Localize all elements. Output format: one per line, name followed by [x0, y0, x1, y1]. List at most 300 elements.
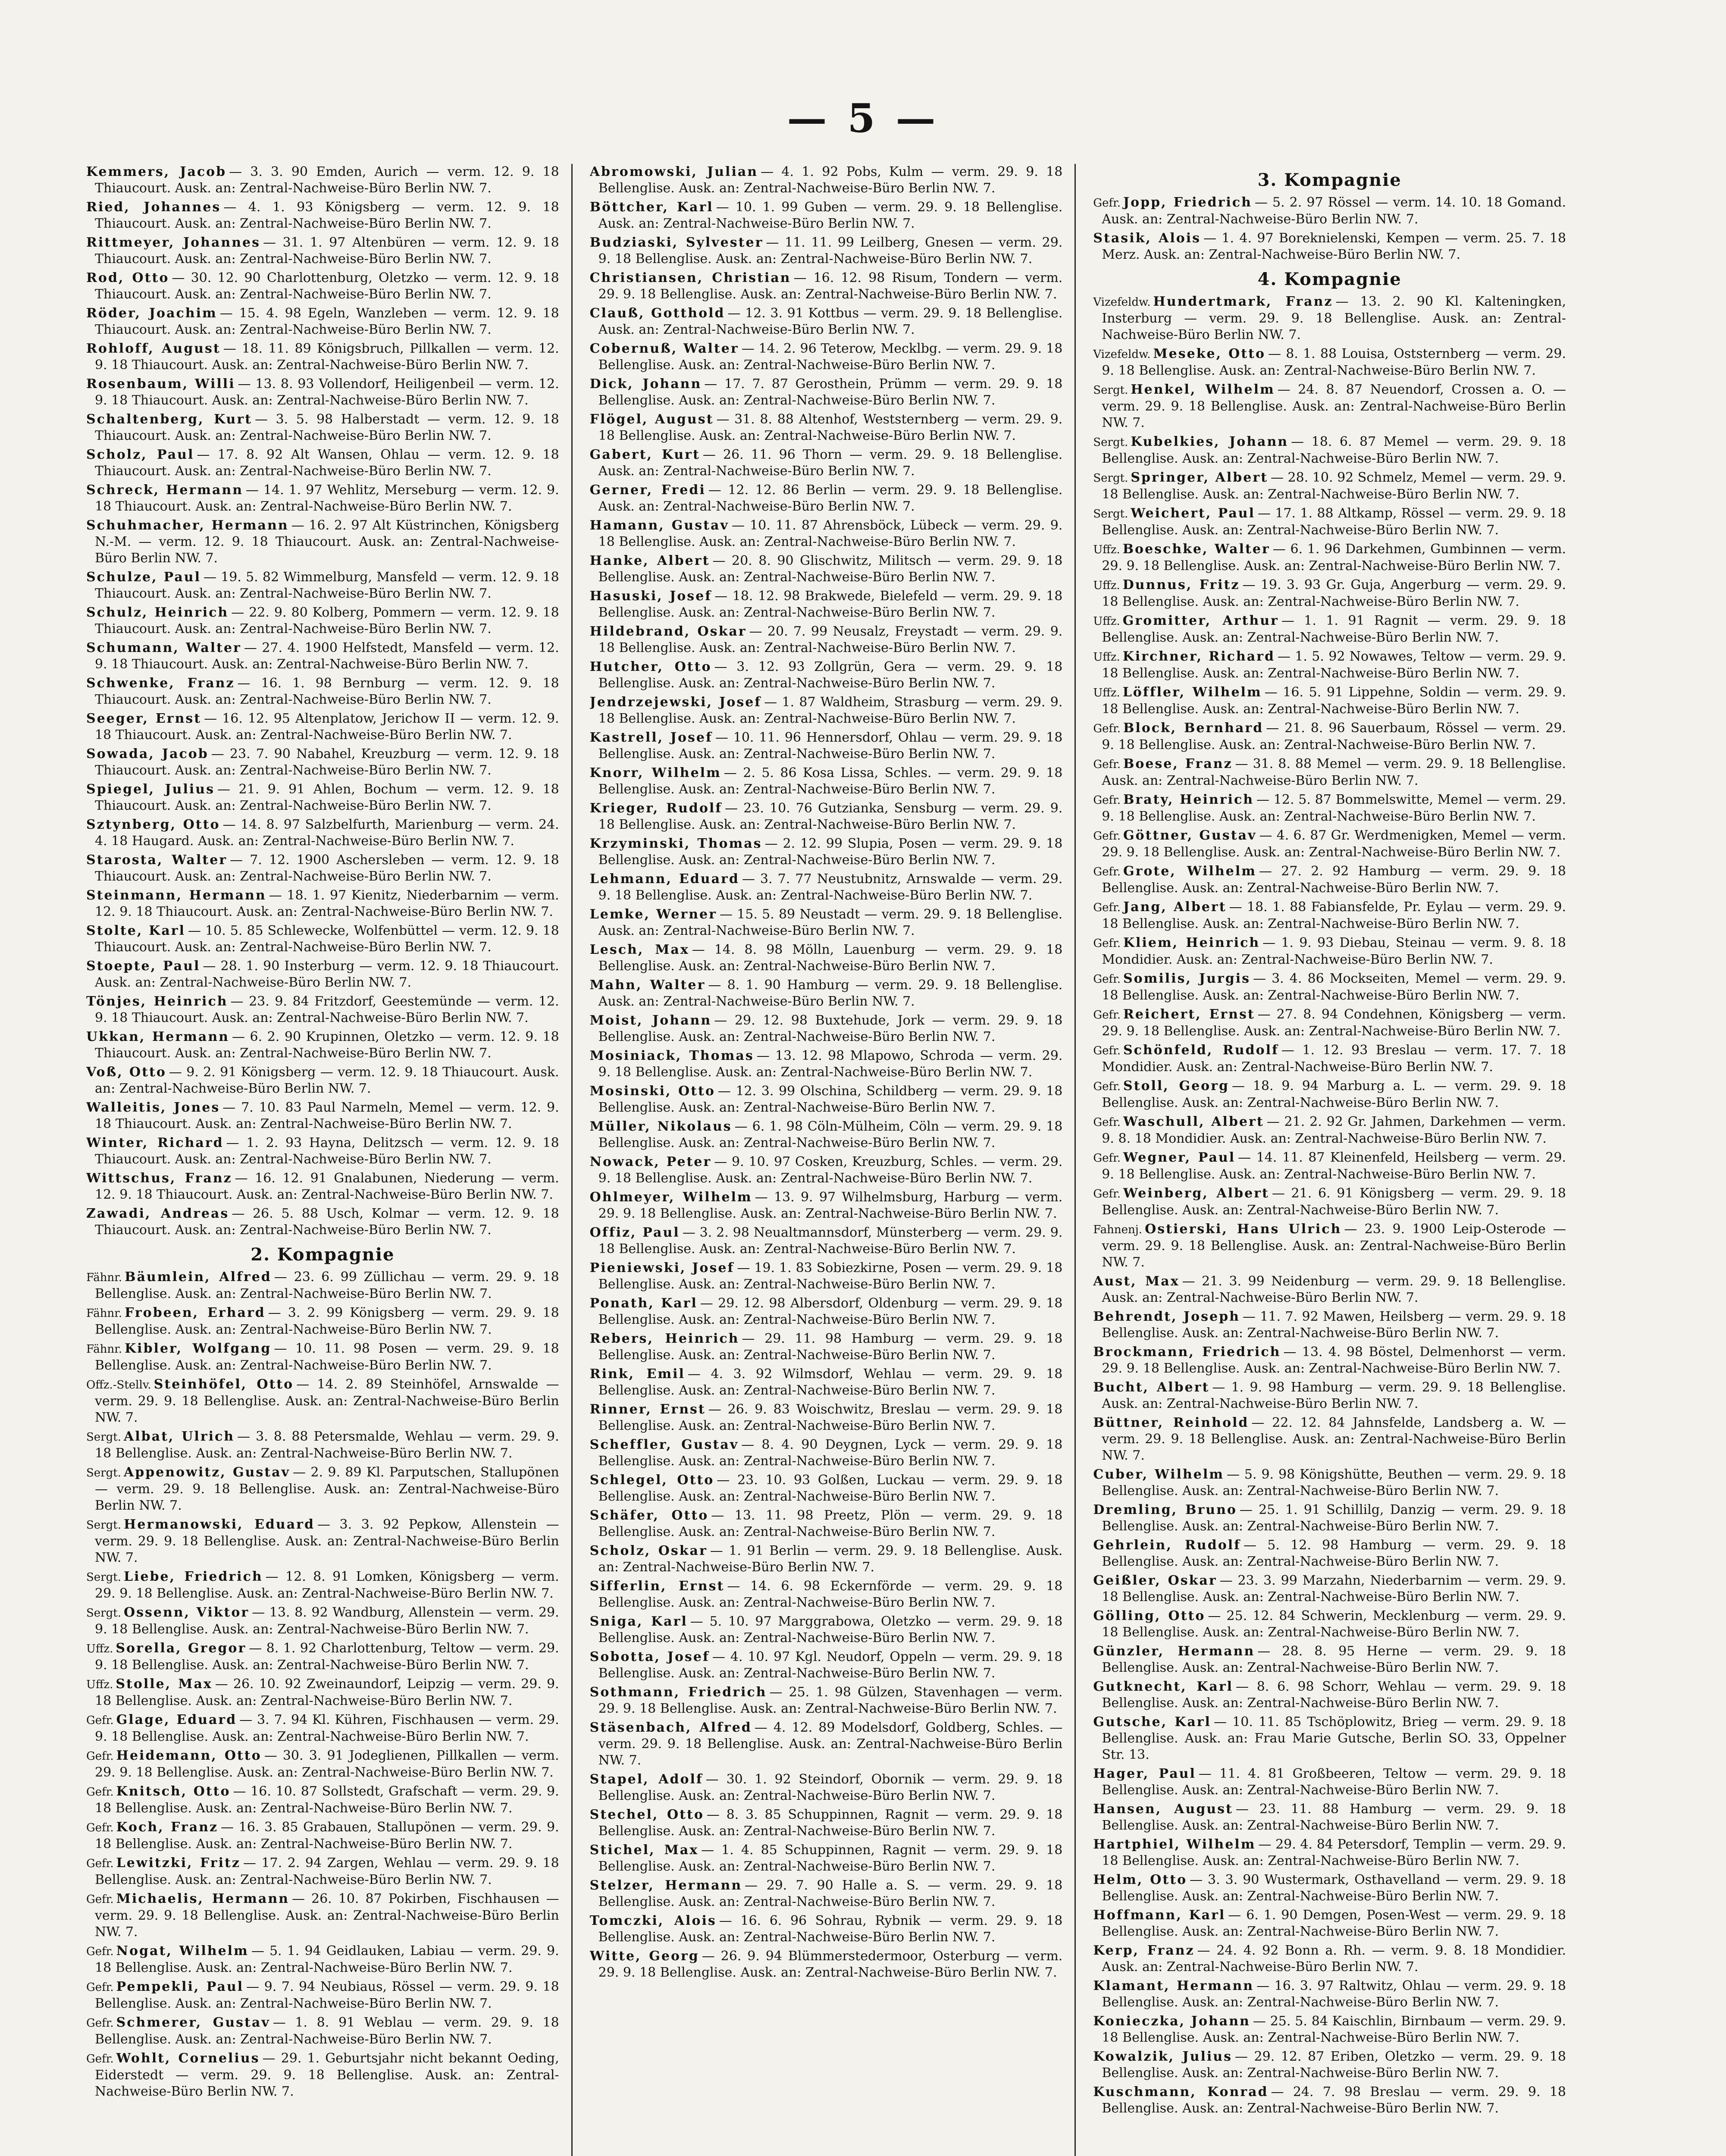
list-item — [1093, 899, 1566, 932]
entry-rank: Gefr. — [1093, 758, 1121, 771]
entry-name: Springer, Albert — [1131, 470, 1268, 485]
list-item — [86, 1640, 559, 1673]
list-item — [86, 1341, 559, 1374]
entry-name: Günzler, Hermann — [1093, 1644, 1255, 1659]
entry-text: — 16. 6. 96 Sohrau, Rybnik — verm. 29. 9. 18 Bellenglise. Ausk. an: Zentral-Nachweise-Büro Berlin NW. 7. — [598, 1913, 1063, 1945]
list-item — [86, 2015, 559, 2048]
list-item — [1093, 1679, 1566, 1711]
entry-name: Schlegel, Otto — [589, 1473, 714, 1488]
entry-text: — 17. 2. 94 Zargen, Wehlau — verm. 29. 9. 18 Bellenglise. Ausk. an: Zentral-Nachweise-Büro Berlin NW. 7. — [95, 1855, 559, 1887]
entry-text: — 18. 12. 98 Brakwede, Bielefeld — verm. 29. 9. 18 Bellenglise. Ausk. an: Zentral-Nachweise-Büro Berlin NW. 7. — [598, 589, 1063, 620]
entry-text: — 1. 4. 97 Boreknielenski, Kempen — verm. 25. 7. 18 Merz. Ausk. an: Zentral-Nachweise-Büro Berlin NW. 7. — [1102, 231, 1566, 262]
entry-name: Grote, Wilhelm — [1123, 864, 1256, 879]
list-item — [590, 376, 1063, 409]
list-item — [1093, 1643, 1566, 1676]
entry-text: — 16. 12. 95 Altenplatow, Jerichow II — verm. 12. 9. 18 Thiaucourt. Ausk. an: Zentral-Nachweise-Büro Berlin NW. 7. — [95, 711, 559, 743]
entry-name: Liebe, Friedrich — [123, 1569, 263, 1584]
entry-text: — 13. 12. 98 Mlapowo, Schroda — verm. 29. 9. 18 Bellenglise. Ausk. an: Zentral-Nachweise-Büro Berlin NW. 7. — [598, 1048, 1063, 1080]
entry-rank: Sergt. — [86, 1431, 121, 1444]
entry-rank: Gefr. — [86, 1821, 114, 1834]
entry-name: Stelzer, Hermann — [589, 1878, 742, 1893]
entry-text: — 4. 3. 92 Wilmsdorf, Wehlau — verm. 29. 9. 18 Bellenglise. Ausk. an: Zentral-Nachweise-Büro Berlin NW. 7. — [598, 1366, 1063, 1398]
list-item — [1093, 1344, 1566, 1377]
entry-name: Clauß, Gotthold — [589, 306, 725, 321]
entry-text: — 5. 9. 98 Königshütte, Beuthen — verm. 29. 9. 18 Bellenglise. Ausk. an: Zentral-Nachweise-Büro Berlin NW. 7. — [1102, 1467, 1566, 1498]
list-item — [1093, 1872, 1566, 1905]
entry-rank: Gefr. — [86, 1786, 114, 1799]
entry-text: — 6. 2. 90 Krupinnen, Oletzko — verm. 12. 9. 18 Thiaucourt. Ausk. an: Zentral-Nachweise-Büro Berlin NW. 7. — [95, 1029, 559, 1061]
entry-rank: Uffz. — [86, 1642, 113, 1655]
entry-text: — 4. 1. 92 Pobs, Kulm — verm. 29. 9. 18 Bellenglise. Ausk. an: Zentral-Nachweise-Büro Berlin NW. 7. — [598, 164, 1063, 196]
list-item — [590, 341, 1063, 373]
entry-text: — 4. 6. 87 Gr. Werdmenigken, Memel — verm. 29. 9. 18 Bellenglise. Ausk. an: Zentral-Nachweise-Büro Berlin NW. 7. — [1102, 828, 1566, 860]
entry-name: Röder, Joachim — [86, 306, 217, 321]
entry-rank: Sergt. — [1093, 508, 1128, 520]
entry-rank: Gefr. — [1093, 901, 1121, 914]
entry-name: Hundertmark, Franz — [1153, 294, 1333, 309]
columns-container — [86, 164, 1578, 2156]
entry-text: — 23. 10. 93 Golßen, Luckau — verm. 29. 9. 18 Bellenglise. Ausk. an: Zentral-Nachweise-Büro Berlin NW. 7. — [598, 1473, 1063, 1504]
list-item — [590, 1154, 1063, 1187]
entry-rank: Fahnenj. — [1093, 1223, 1143, 1236]
entry-text: — 14. 8. 98 Mölln, Lauenburg — verm. 29. 9. 18 Bellenglise. Ausk. an: Zentral-Nachweise-Büro Berlin NW. 7. — [598, 942, 1063, 974]
entry-name: Gutsche, Karl — [1093, 1714, 1211, 1730]
entry-text: — 14. 1. 97 Wehlitz, Merseburg — verm. 12. 9. 18 Thiaucourt. Ausk. an: Zentral-Nachweise-Büro Berlin NW. 7. — [95, 483, 559, 514]
entry-rank: Gefr. — [86, 2053, 114, 2065]
entry-text: — 13. 9. 97 Wilhelmsburg, Harburg — verm. 29. 9. 18 Bellenglise. Ausk. an: Zentral-Nachweise-Büro Berlin NW. 7. — [598, 1190, 1063, 1221]
entry-text: — 16. 12. 98 Risum, Tondern — verm. 29. 9. 18 Bellenglise. Ausk. an: Zentral-Nachweise-Büro Berlin NW. 7. — [598, 270, 1063, 302]
entry-name: Ried, Johannes — [86, 200, 221, 215]
entry-name: Koch, Franz — [116, 1820, 219, 1835]
entry-name: Frobeen, Erhard — [125, 1305, 266, 1320]
entry-text: — 2. 5. 86 Kosa Lissa, Schles. — verm. 29. 9. 18 Bellenglise. Ausk. an: Zentral-Nachweise-Büro Berlin NW. 7. — [598, 765, 1063, 797]
entry-text: — 29. 12. 98 Albersdorf, Oldenburg — verm. 29. 9. 18 Bellenglise. Ausk. an: Zentral-Nachweise-Büro Berlin NW. 7. — [598, 1296, 1063, 1327]
entry-name: Heidemann, Otto — [116, 1748, 262, 1763]
entry-text: — 3. 12. 93 Zollgrün, Gera — verm. 29. 9. 18 Bellenglise. Ausk. an: Zentral-Nachweise-Büro Berlin NW. 7. — [598, 659, 1063, 691]
entry-name: Hansen, August — [1093, 1802, 1233, 1817]
entry-text: — 23. 7. 90 Nabahel, Kreuzburg — verm. 12. 9. 18 Thiaucourt. Ausk. an: Zentral-Nachweise-Büro Berlin NW. 7. — [95, 746, 559, 778]
entry-text: — 12. 3. 91 Kottbus — verm. 29. 9. 18 Bellenglise. Ausk. an: Zentral-Nachweise-Büro Berlin NW. 7. — [598, 306, 1063, 337]
entry-name: Reichert, Ernst — [1123, 1007, 1255, 1022]
list-item — [590, 199, 1063, 232]
entry-name: Lemke, Werner — [589, 907, 717, 922]
entry-name: Dunnus, Fritz — [1122, 577, 1240, 592]
entry-name: Stoepte, Paul — [86, 959, 200, 974]
entry-text: — 14. 11. 87 Kleinenfeld, Heilsberg — verm. 29. 9. 18 Bellenglise. Ausk. an: Zentral-Nachweise-Büro Berlin NW. 7. — [1102, 1150, 1566, 1182]
entry-text: — 25. 12. 84 Schwerin, Mecklenburg — verm. 29. 9. 18 Bellenglise. Ausk. an: Zentral-Nachweise-Büro Berlin NW. 7. — [1102, 1608, 1566, 1640]
entry-text: — 29. 12. 98 Buxtehude, Jork — verm. 29. 9. 18 Bellenglise. Ausk. an: Zentral-Nachweise-Büro Berlin NW. 7. — [598, 1013, 1063, 1044]
entry-name: Geißler, Oskar — [1093, 1573, 1217, 1588]
list-item — [1093, 541, 1566, 574]
list-item — [590, 164, 1063, 197]
entry-text: — 9. 10. 97 Cosken, Kreuzburg, Schles. — verm. 29. 9. 18 Bellenglise. Ausk. an: Zentral-Nachweise-Büro Berlin NW. 7. — [598, 1154, 1063, 1186]
list-item — [590, 659, 1063, 692]
list-item — [86, 482, 559, 515]
entry-text: — 13. 4. 98 Böstel, Delmenhorst — verm. 29. 9. 18 Bellenglise. Ausk. an: Zentral-Nachweise-Büro Berlin NW. 7. — [1102, 1344, 1566, 1376]
entry-name: Boeschke, Walter — [1122, 542, 1270, 557]
entry-text: — 13. 2. 90 Kl. Kalteningken, Insterburg — verm. 29. 9. 18 Bellenglise. Ausk. an: Zentral-Nachweise-Büro Berlin NW. 7. — [1102, 294, 1566, 342]
list-item — [86, 675, 559, 708]
entry-name: Schuhmacher, Hermann — [86, 518, 289, 533]
entry-name: Klamant, Hermann — [1093, 1978, 1254, 1993]
list-item — [86, 1305, 559, 1338]
entry-name: Somilis, Jurgis — [1123, 971, 1250, 986]
list-item — [1093, 1150, 1566, 1183]
entry-name: Gutknecht, Karl — [1093, 1679, 1234, 1694]
entry-text: — 23. 11. 88 Hamburg — verm. 29. 9. 18 Bellenglise. Ausk. an: Zentral-Nachweise-Büro Berlin NW. 7. — [1102, 1802, 1566, 1833]
entry-name: Kerp, Franz — [1093, 1943, 1195, 1958]
entry-text: — 10. 11. 98 Posen — verm. 29. 9. 18 Bellenglise. Ausk. an: Zentral-Nachweise-Büro Berlin NW. 7. — [95, 1341, 559, 1373]
list-item — [86, 1604, 559, 1638]
entry-name: Stechel, Otto — [589, 1807, 704, 1822]
list-item — [1093, 684, 1566, 718]
list-item — [590, 1048, 1063, 1081]
entry-name: Wohlt, Cornelius — [116, 2051, 260, 2066]
entry-rank: Gefr. — [1093, 1188, 1121, 1200]
entry-name: Böttcher, Karl — [589, 200, 714, 215]
entry-rank: Gefr. — [86, 1750, 114, 1763]
list-item — [1093, 1185, 1566, 1219]
list-item — [86, 1429, 559, 1462]
entry-name: Albat, Ulrich — [123, 1429, 235, 1444]
list-item — [1093, 1714, 1566, 1763]
entry-text: — 11. 11. 99 Leilberg, Gnesen — verm. 29. 9. 18 Bellenglise. Ausk. an: Zentral-Nachweise-Büro Berlin NW. 7. — [598, 235, 1063, 266]
entry-text: — 21. 8. 96 Sauerbaum, Rössel — verm. 29. 9. 18 Bellenglise. Ausk. an: Zentral-Nachweise-Büro Berlin NW. 7. — [1102, 721, 1566, 752]
entry-text: — 11. 7. 92 Mawen, Heilsberg — verm. 29. 9. 18 Bellenglise. Ausk. an: Zentral-Nachweise-Büro Berlin NW. 7. — [1102, 1309, 1566, 1341]
list-item — [590, 447, 1063, 479]
entry-name: Block, Bernhard — [1123, 721, 1264, 736]
list-item — [86, 376, 559, 409]
list-item — [590, 942, 1063, 975]
entry-text: — 25. 5. 84 Kaischlin, Birnbaum — verm. 29. 9. 18 Bellenglise. Ausk. an: Zentral-Nachweise-Büro Berlin NW. 7. — [1102, 2014, 1566, 2045]
entry-name: Schönfeld, Rudolf — [1123, 1043, 1279, 1058]
list-item — [590, 411, 1063, 444]
list-item — [1093, 2013, 1566, 2046]
list-item — [1093, 1907, 1566, 1940]
entry-text: — 29. 12. 87 Eriben, Oletzko — verm. 29. 9. 18 Bellenglise. Ausk. an: Zentral-Nachweise-Büro Berlin NW. 7. — [1102, 2049, 1566, 2081]
list-item — [1093, 649, 1566, 682]
entry-name: Weinberg, Albert — [1123, 1186, 1269, 1201]
entry-name: Schäfer, Otto — [589, 1508, 709, 1523]
entry-text: — 23. 9. 1900 Leip-Osterode — verm. 29. 9. 18 Bellenglise. Ausk. an: Zentral-Nachweise-Büro Berlin NW. 7. — [1102, 1222, 1566, 1270]
list-item — [590, 800, 1063, 833]
list-item — [590, 1913, 1063, 1946]
entry-name: Rohloff, August — [86, 341, 221, 356]
entry-rank: Gefr. — [1093, 973, 1121, 986]
entry-name: Schulze, Paul — [86, 570, 201, 585]
entry-text: — 23. 10. 76 Gutzianka, Sensburg — verm. 29. 9. 18 Bellenglise. Ausk. an: Zentral-Nachweise-Büro Berlin NW. 7. — [598, 801, 1063, 832]
entry-text: — 28. 8. 95 Herne — verm. 29. 9. 18 Bellenglise. Ausk. an: Zentral-Nachweise-Büro Berlin NW. 7. — [1102, 1644, 1566, 1675]
list-item — [86, 2050, 559, 2100]
entry-text: — 14. 8. 97 Salzbelfurth, Marienburg — verm. 24. 4. 18 Haugard. Ausk. an: Zentral-Nachweise-Büro Berlin NW. 7. — [95, 817, 559, 849]
list-item — [1093, 1608, 1566, 1641]
list-item — [1093, 1573, 1566, 1605]
entry-name: Winter, Richard — [86, 1135, 224, 1150]
entry-rank: Gefr. — [1093, 1116, 1121, 1129]
entry-name: Lehmann, Eduard — [589, 871, 739, 887]
entry-name: Glage, Eduard — [116, 1712, 237, 1727]
entry-name: Jendrzejewski, Josef — [589, 695, 762, 710]
entry-text: — 12. 8. 91 Lomken, Königsberg — verm. 29. 9. 18 Bellenglise. Ausk. an: Zentral-Nachweise-Büro Berlin NW. 7. — [95, 1569, 559, 1601]
entry-text: — 3. 8. 88 Petersmalde, Wehlau — verm. 29. 9. 18 Bellenglise. Ausk. an: Zentral-Nachweise-Büro Berlin NW. 7. — [95, 1429, 559, 1461]
list-item — [86, 164, 559, 197]
list-item — [590, 1684, 1063, 1717]
entry-text: — 6. 1. 90 Demgen, Posen-West — verm. 29. 9. 18 Bellenglise. Ausk. an: Zentral-Nachweise-Büro Berlin NW. 7. — [1102, 1908, 1566, 1939]
list-item — [590, 1543, 1063, 1576]
entry-text: — 13. 8. 92 Wandburg, Allenstein — verm. 29. 9. 18 Bellenglise. Ausk. an: Zentral-Nachweise-Büro Berlin NW. 7. — [95, 1605, 559, 1637]
entry-name: Ostierski, Hans Ulrich — [1145, 1222, 1342, 1237]
entry-name: Aust, Max — [1093, 1274, 1180, 1289]
list-item — [86, 1819, 559, 1852]
entry-text: — 3. 4. 86 Mockseiten, Memel — verm. 29. 9. 18 Bellenglise. Ausk. an: Zentral-Nachweise-Büro Berlin NW. 7. — [1102, 971, 1566, 1003]
list-item — [86, 305, 559, 338]
entry-name: Scholz, Paul — [86, 447, 194, 462]
list-item — [86, 447, 559, 479]
list-item — [590, 624, 1063, 656]
list-item — [1093, 1221, 1566, 1271]
entry-name: Hildebrand, Oskar — [589, 624, 747, 639]
entry-text: — 25. 1. 91 Schillilg, Danzig — verm. 29. 9. 18 Bellenglise. Ausk. an: Zentral-Nachweise-Büro Berlin NW. 7. — [1102, 1502, 1566, 1534]
list-item — [590, 1507, 1063, 1540]
entry-name: Hanke, Albert — [589, 553, 710, 568]
list-item — [86, 1712, 559, 1745]
entry-name: Helm, Otto — [1093, 1872, 1187, 1887]
entry-text: — 27. 8. 94 Condehnen, Königsberg — verm. 29. 9. 18 Bellenglise. Ausk. an: Zentral-Nachweise-Büro Berlin NW. 7. — [1102, 1007, 1566, 1039]
list-item — [590, 1012, 1063, 1045]
list-item — [86, 1891, 559, 1940]
entry-name: Kastrell, Josef — [589, 730, 713, 745]
entry-name: Kemmers, Jacob — [86, 164, 227, 179]
entry-text: — 16. 5. 91 Lippehne, Soldin — verm. 29. 9. 18 Bellenglise. Ausk. an: Zentral-Nachweise-Büro Berlin NW. 7. — [1102, 685, 1566, 717]
list-item — [590, 588, 1063, 621]
entry-name: Göttner, Gustav — [1123, 828, 1257, 843]
entry-text: — 10. 11. 87 Ahrensböck, Lübeck — verm. 29. 9. 18 Bellenglise. Ausk. an: Zentral-Nachweise-Büro Berlin NW. 7. — [598, 518, 1063, 549]
entry-rank: Offz.-Stellv. — [86, 1379, 151, 1391]
list-item — [590, 1437, 1063, 1470]
entry-rank: Vizefeldw. — [1093, 296, 1151, 309]
entry-rank: Gefr. — [86, 1714, 114, 1727]
entry-text: — 28. 10. 92 Schmelz, Memel — verm. 29. 9. 18 Bellenglise. Ausk. an: Zentral-Nachweise-Büro Berlin NW. 7. — [1102, 470, 1566, 502]
entry-text: — 23. 6. 99 Züllichau — verm. 29. 9. 18 Bellenglise. Ausk. an: Zentral-Nachweise-Büro Berlin NW. 7. — [95, 1269, 559, 1301]
entry-rank: Uffz. — [1093, 651, 1120, 664]
entry-text: — 26. 9. 83 Woischwitz, Breslau — verm. 29. 9. 18 Bellenglise. Ausk. an: Zentral-Nachweise-Büro Berlin NW. 7. — [598, 1402, 1063, 1433]
list-item — [1093, 346, 1566, 379]
entry-rank: Gefr. — [1093, 794, 1121, 807]
entry-name: Sothmann, Friedrich — [589, 1685, 767, 1700]
entry-name: Braty, Heinrich — [1123, 792, 1254, 807]
entry-name: Knitsch, Otto — [116, 1784, 231, 1799]
entry-text: — 12. 12. 86 Berlin — verm. 29. 9. 18 Bellenglise. Ausk. an: Zentral-Nachweise-Büro Berlin NW. 7. — [598, 483, 1063, 514]
entry-name: Kirchner, Richard — [1122, 649, 1275, 664]
entry-text: — 15. 4. 98 Egeln, Wanzleben — verm. 12. 9. 18 Thiaucourt. Ausk. an: Zentral-Nachweise-Büro Berlin NW. 7. — [95, 306, 559, 337]
entry-name: Weichert, Paul — [1131, 506, 1255, 521]
list-item — [590, 1649, 1063, 1682]
entry-name: Büttner, Reinhold — [1093, 1415, 1249, 1430]
entry-name: Ossenn, Viktor — [123, 1605, 250, 1620]
list-item — [590, 730, 1063, 762]
entry-name: Stolle, Max — [116, 1677, 213, 1692]
entry-text: — 25. 1. 98 Gülzen, Stavenhagen — verm. 29. 9. 18 Bellenglise. Ausk. an: Zentral-Nachweise-Büro Berlin NW. 7. — [598, 1685, 1063, 1716]
list-item — [1093, 1978, 1566, 2011]
column-left — [86, 164, 573, 2156]
entry-name: Stichel, Max — [589, 1843, 699, 1858]
entry-name: Stasik, Alois — [1093, 231, 1201, 246]
column-right — [1093, 164, 1578, 2156]
entry-name: Sorella, Gregor — [116, 1641, 247, 1656]
entry-name: Rod, Otto — [86, 270, 169, 285]
entry-rank: Uffz. — [1093, 686, 1120, 699]
list-item — [590, 1948, 1063, 1981]
entry-text: — 29. 4. 84 Petersdorf, Templin — verm. 29. 9. 18 Bellenglise. Ausk. an: Zentral-Nachweise-Büro Berlin NW. 7. — [1102, 1837, 1566, 1868]
entry-name: Pempekli, Paul — [116, 1979, 244, 1994]
entry-name: Tomczki, Alois — [589, 1913, 717, 1928]
entry-name: Nogat, Wilhelm — [116, 1943, 249, 1959]
list-item — [1093, 1273, 1566, 1306]
entry-text: — 9. 7. 94 Neubiaus, Rössel — verm. 29. 9. 18 Bellenglise. Ausk. an: Zentral-Nachweise-Büro Berlin NW. 7. — [95, 1979, 559, 2011]
entry-text: — 30. 1. 92 Steindorf, Obornik — verm. 29. 9. 18 Bellenglise. Ausk. an: Zentral-Nachweise-Büro Berlin NW. 7. — [598, 1772, 1063, 1803]
list-item — [590, 1877, 1063, 1910]
list-item — [1093, 971, 1566, 1004]
entry-text: — 3. 3. 90 Emden, Aurich — verm. 12. 9. 18 Thiaucourt. Ausk. an: Zentral-Nachweise-Büro Berlin NW. 7. — [95, 164, 559, 196]
list-item — [86, 517, 559, 567]
list-item — [1093, 382, 1566, 431]
entry-name: Tönjes, Heinrich — [86, 994, 228, 1009]
entry-name: Konieczka, Johann — [1093, 2014, 1250, 2029]
entry-name: Lewitzki, Fritz — [116, 1855, 241, 1871]
entry-rank: Fähnr. — [86, 1307, 122, 1320]
list-item — [590, 1225, 1063, 1257]
entry-name: Müller, Nikolaus — [589, 1119, 732, 1134]
list-item — [86, 1979, 559, 2012]
entry-text: — 17. 7. 87 Gerosthein, Prümm — verm. 29. 9. 18 Bellenglise. Ausk. an: Zentral-Nachweise-Büro Berlin NW. 7. — [598, 376, 1063, 408]
entry-name: Boese, Franz — [1123, 756, 1233, 771]
list-item — [590, 977, 1063, 1010]
entry-text: — 15. 5. 89 Neustadt — verm. 29. 9. 18 Bellenglise. Ausk. an: Zentral-Nachweise-Büro Berlin NW. 7. — [598, 907, 1063, 938]
entry-name: Gölling, Otto — [1093, 1608, 1206, 1623]
entry-name: Hamann, Gustav — [589, 518, 729, 533]
list-item — [1093, 1042, 1566, 1075]
entry-name: Behrendt, Joseph — [1093, 1309, 1240, 1324]
page-number: — 5 — — [787, 95, 939, 141]
list-item — [86, 887, 559, 920]
entry-text: — 21. 2. 92 Gr. Jahmen, Darkehmen — verm. 9. 8. 18 Mondidier. Ausk. an: Zentral-Nachweise-Büro Berlin NW. 7. — [1102, 1114, 1566, 1146]
entry-text: — 24. 8. 87 Neuendorf, Crossen a. O. — verm. 29. 9. 18 Bellenglise. Ausk. an: Zentral-Nachweise-Büro Berlin NW. 7. — [1102, 382, 1566, 430]
entry-text: — 10. 11. 85 Tschöplowitz, Brieg — verm. 29. 9. 18 Bellenglise. Ausk. an: Frau Marie Gutsche, Berlin SO. 33, Oppelner Str. 13. — [1102, 1714, 1566, 1762]
entry-text: — 1. 87 Waldheim, Strasburg — verm. 29. 9. 18 Bellenglise. Ausk. an: Zentral-Nachweise-Büro Berlin NW. 7. — [598, 695, 1063, 726]
entry-text: — 19. 5. 82 Wimmelburg, Mansfeld — verm. 12. 9. 18 Thiaucourt. Ausk. an: Zentral-Nachweise-Büro Berlin NW. 7. — [95, 570, 559, 601]
entry-text: — 20. 7. 99 Neusalz, Freystadt — verm. 29. 9. 18 Bellenglise. Ausk. an: Zentral-Nachweise-Büro Berlin NW. 7. — [598, 624, 1063, 655]
entry-text: — 16. 3. 85 Grabauen, Stallupönen — verm. 29. 9. 18 Bellenglise. Ausk. an: Zentral-Nachweise-Büro Berlin NW. 7. — [95, 1820, 559, 1852]
entry-rank: Gefr. — [86, 1981, 114, 1994]
list-item — [590, 1842, 1063, 1875]
list-item — [1093, 294, 1566, 343]
entry-name: Kowalzik, Julius — [1093, 2049, 1233, 2064]
list-item — [86, 1170, 559, 1203]
entry-rank: Fähnr. — [86, 1271, 122, 1284]
entry-name: Bäumlein, Alfred — [125, 1269, 272, 1285]
list-item — [86, 852, 559, 885]
entry-text: — 26. 5. 88 Usch, Kolmar — verm. 12. 9. 18 Thiaucourt. Ausk. an: Zentral-Nachweise-Büro Berlin NW. 7. — [95, 1206, 559, 1238]
entry-name: Offiz, Paul — [589, 1225, 680, 1240]
entry-text: — 1. 9. 93 Diebau, Steinau — verm. 9. 8. 18 Mondidier. Ausk. an: Zentral-Nachweise-Büro Berlin NW. 7. — [1102, 935, 1566, 967]
entry-rank: Sergt. — [86, 1467, 121, 1479]
list-item — [590, 906, 1063, 939]
entry-name: Brockmann, Friedrich — [1093, 1344, 1281, 1360]
entry-text: — 4. 10. 97 Kgl. Neudorf, Oppeln — verm. 29. 9. 18 Bellenglise. Ausk. an: Zentral-Nachweise-Büro Berlin NW. 7. — [598, 1649, 1063, 1681]
list-item — [590, 1472, 1063, 1505]
list-item — [1093, 577, 1566, 610]
entry-rank: Sergt. — [1093, 472, 1128, 485]
entry-text: — 19. 1. 83 Sobiezkirne, Posen — verm. 29. 9. 18 Bellenglise. Ausk. an: Zentral-Nachweise-Büro Berlin NW. 7. — [598, 1260, 1063, 1292]
list-item — [1093, 613, 1566, 646]
list-item — [86, 1029, 559, 1062]
entry-name: Rinner, Ernst — [589, 1402, 706, 1417]
entry-text: — 18. 1. 97 Kienitz, Niederbarnim — verm. 12. 9. 18 Thiaucourt. Ausk. an: Zentral-Nachweise-Büro Berlin NW. 7. — [95, 888, 559, 919]
entry-name: Wittschus, Franz — [86, 1171, 232, 1186]
entry-name: Sztynberg, Otto — [86, 817, 220, 832]
list-item — [1093, 1537, 1566, 1570]
entry-text: — 5. 10. 97 Marggrabowa, Oletzko — verm. 29. 9. 18 Bellenglise. Ausk. an: Zentral-Nachweise-Büro Berlin NW. 7. — [598, 1614, 1063, 1645]
section-heading: 3. Kompagnie — [1257, 170, 1402, 190]
entry-text: — 8. 1. 90 Hamburg — verm. 29. 9. 18 Bellenglise. Ausk. an: Zentral-Nachweise-Büro Berlin NW. 7. — [598, 978, 1063, 1009]
entry-text: — 8. 1. 92 Charlottenburg, Teltow — verm. 29. 9. 18 Bellenglise. Ausk. an: Zentral-Nachweise-Büro Berlin NW. 7. — [95, 1641, 559, 1673]
entry-name: Ukkan, Hermann — [86, 1029, 229, 1044]
entry-text: — 18. 1. 88 Fabiansfelde, Pr. Eylau — verm. 29. 9. 18 Bellenglise. Ausk. an: Zentral-Nachweise-Büro Berlin NW. 7. — [1102, 899, 1566, 931]
entry-text: — 6. 1. 96 Darkehmen, Gumbinnen — verm. 29. 9. 18 Bellenglise. Ausk. an: Zentral-Nachweise-Büro Berlin NW. 7. — [1102, 542, 1566, 573]
entry-name: Christiansen, Christian — [589, 270, 791, 285]
entry-rank: Sergt. — [1093, 436, 1128, 449]
entry-text: — 16. 3. 97 Raltwitz, Ohlau — verm. 29. 9. 18 Bellenglise. Ausk. an: Zentral-Nachweise-Büro Berlin NW. 7. — [1102, 1978, 1566, 2010]
list-item — [1093, 2084, 1566, 2117]
entry-text: — 18. 9. 94 Marburg a. L. — verm. 29. 9. 18 Bellenglise. Ausk. an: Zentral-Nachweise-Büro Berlin NW. 7. — [1102, 1078, 1566, 1110]
list-item — [1093, 1415, 1566, 1464]
entry-rank: Vizefeldw. — [1093, 348, 1151, 361]
entry-name: Stäsenbach, Alfred — [589, 1720, 752, 1735]
entry-name: Hasuski, Josef — [589, 589, 712, 604]
entry-name: Bucht, Albert — [1093, 1380, 1210, 1395]
list-item — [1093, 1801, 1566, 1834]
entry-text: — 5. 12. 98 Hamburg — verm. 29. 9. 18 Bellenglise. Ausk. an: Zentral-Nachweise-Büro Berlin NW. 7. — [1102, 1538, 1566, 1569]
list-item — [86, 993, 559, 1026]
entry-rank: Sergt. — [86, 1571, 121, 1584]
entry-text: — 3. 7. 77 Neustubnitz, Arnswalde — verm. 29. 9. 18 Bellenglise. Ausk. an: Zentral-Nachweise-Büro Berlin NW. 7. — [598, 871, 1063, 903]
list-item — [86, 605, 559, 637]
entry-text: — 24. 7. 98 Breslau — verm. 29. 9. 18 Bellenglise. Ausk. an: Zentral-Nachweise-Büro Berlin NW. 7. — [1102, 2084, 1566, 2116]
list-item — [86, 1748, 559, 1781]
entry-text: — 3. 2. 98 Neualtmannsdorf, Münsterberg — verm. 29. 9. 18 Bellenglise. Ausk. an: Zentral-Nachweise-Büro Berlin NW. 7. — [598, 1225, 1063, 1257]
entry-text: — 26. 10. 92 Zweinaundorf, Leipzig — verm. 29. 9. 18 Bellenglise. Ausk. an: Zentral-Nachweise-Büro Berlin NW. 7. — [95, 1677, 559, 1708]
entry-rank: Gefr. — [1093, 1044, 1121, 1057]
entry-text: — 13. 8. 93 Vollendorf, Heiligenbeil — verm. 12. 9. 18 Thiaucourt. Ausk. an: Zentral-Nachweise-Büro Berlin NW. 7. — [95, 376, 559, 408]
entry-name: Lesch, Max — [589, 942, 689, 957]
entry-name: Appenowitz, Gustav — [123, 1465, 291, 1480]
entry-text: — 10. 5. 85 Schlewecke, Wolfenbüttel — verm. 12. 9. 18 Thiaucourt. Ausk. an: Zentral-Nachweise-Büro Berlin NW. 7. — [95, 923, 559, 955]
list-item — [1093, 1943, 1566, 1975]
list-item — [86, 270, 559, 303]
list-item — [1093, 1078, 1566, 1111]
list-item — [1093, 1467, 1566, 1499]
entry-name: Meseke, Otto — [1153, 346, 1266, 361]
entry-text: — 2. 9. 89 Kl. Parputschen, Stallupönen — verm. 29. 9. 18 Bellenglise. Ausk. an: Zentral-Nachweise-Büro Berlin NW. 7. — [95, 1465, 559, 1513]
entry-rank: Gefr. — [86, 2017, 114, 2030]
entry-name: Sowada, Jacob — [86, 746, 209, 761]
entry-text: — 28. 1. 90 Insterburg — verm. 12. 9. 18 Thiaucourt. Ausk. an: Zentral-Nachweise-Büro Berlin NW. 7. — [95, 959, 559, 990]
list-item — [590, 1083, 1063, 1116]
entry-name: Witte, Georg — [589, 1949, 699, 1964]
entry-text: — 26. 9. 94 Blümmerstedermoor, Osterburg — verm. 29. 9. 18 Bellenglise. Ausk. an: Zentral-Nachweise-Büro Berlin NW. 7. — [598, 1949, 1063, 1980]
list-item — [1093, 1502, 1566, 1535]
entry-text: — 1. 4. 85 Schuppinnen, Ragnit — verm. 29. 9. 18 Bellenglise. Ausk. an: Zentral-Nachweise-Büro Berlin NW. 7. — [598, 1843, 1063, 1874]
